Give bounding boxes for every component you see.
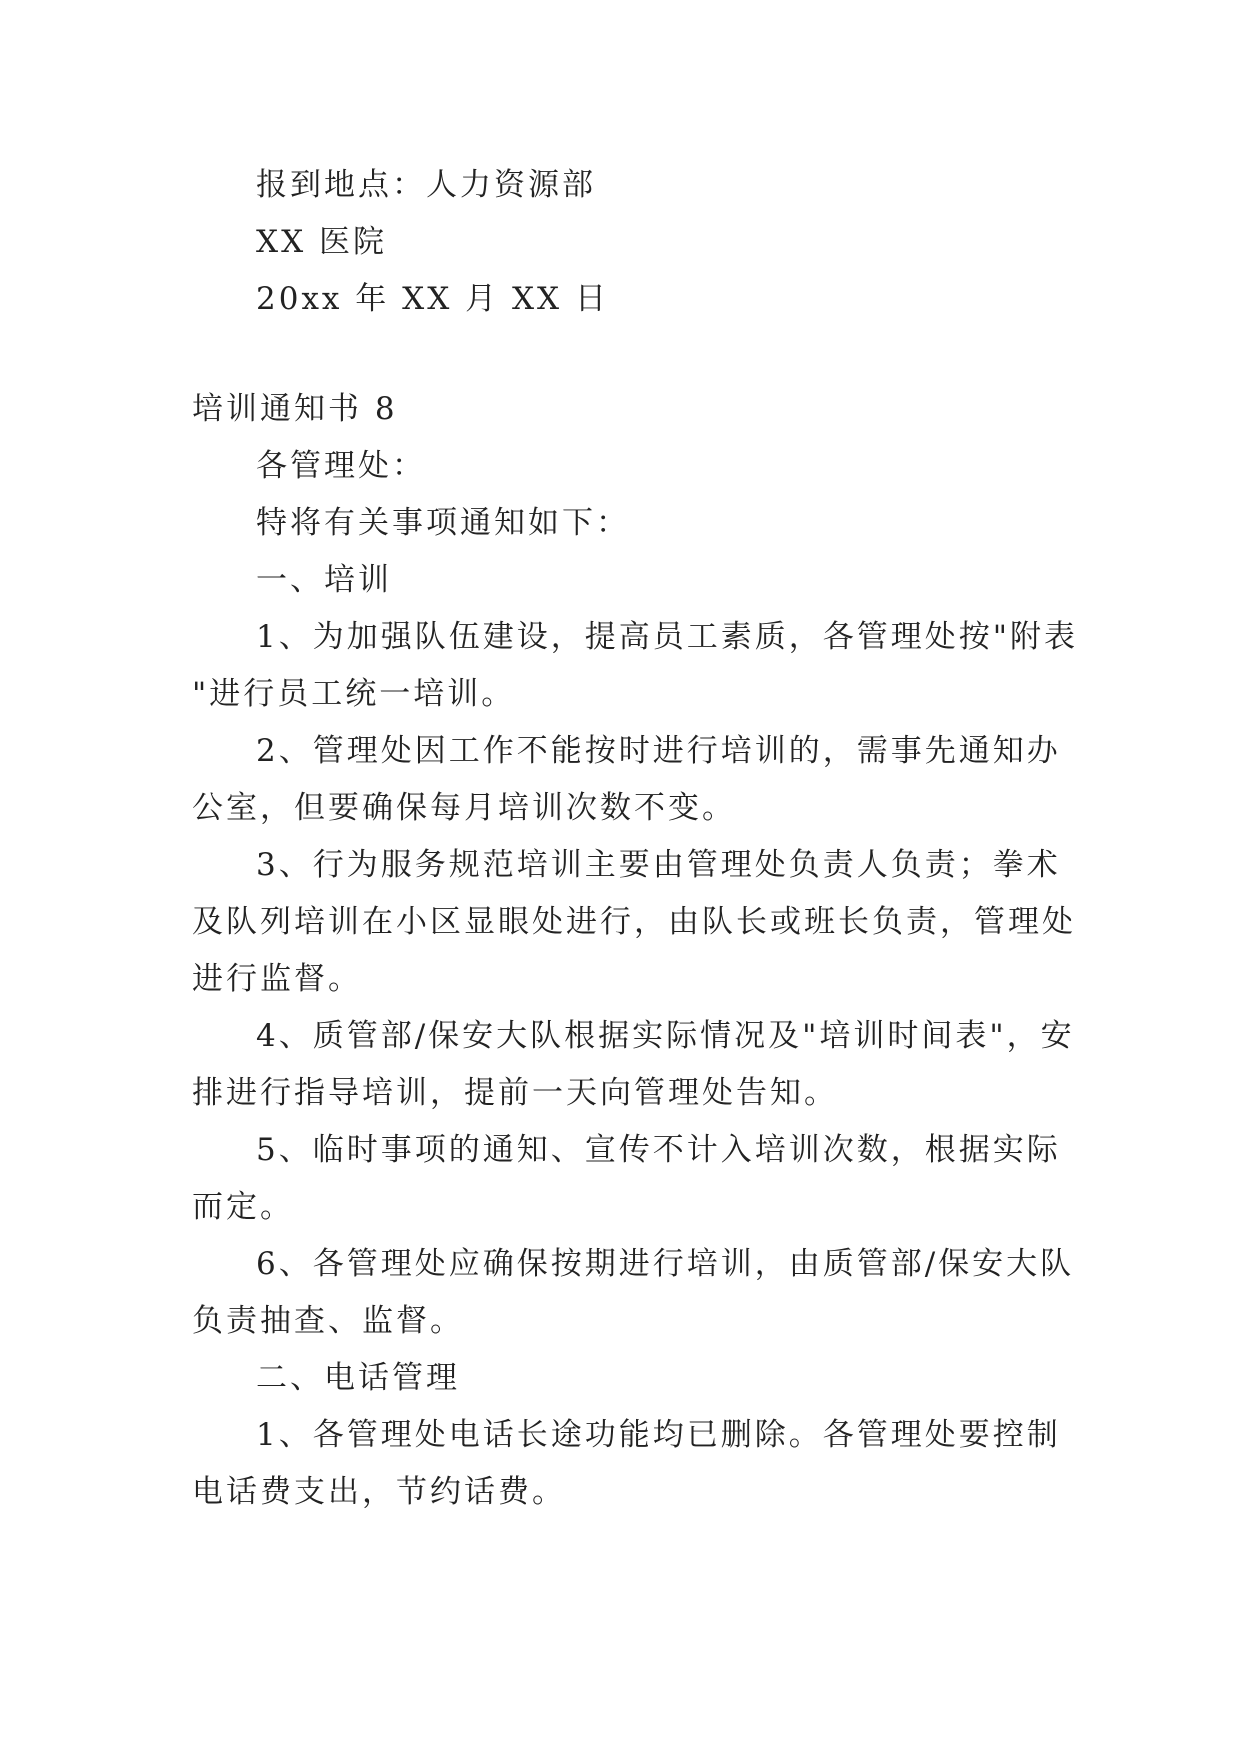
training-item-1-cont: "进行员工统一培训。 <box>192 676 516 712</box>
training-item-3-cont: 及队列培训在小区显眼处进行，由队长或班长负责，管理处 <box>192 904 1076 940</box>
training-item-2-cont: 公室，但要确保每月培训次数不变。 <box>192 790 736 826</box>
notice-title: 培训通知书 8 <box>192 391 398 427</box>
training-item-2: 2、管理处因工作不能按时进行培训的，需事先通知办 <box>256 733 1061 769</box>
report-location: 报到地点：人力资源部 <box>256 167 596 203</box>
training-item-4: 4、质管部/保安大队根据实际情况及"培训时间表"，安 <box>256 1018 1075 1054</box>
training-item-6: 6、各管理处应确保按期进行培训，由质管部/保安大队 <box>256 1246 1075 1282</box>
intro-paragraph: 特将有关事项通知如下： <box>256 505 630 541</box>
phone-item-1: 1、各管理处电话长途功能均已删除。各管理处要控制 <box>256 1417 1061 1453</box>
training-item-3-cont2: 进行监督。 <box>192 961 362 997</box>
training-item-3: 3、行为服务规范培训主要由管理处负责人负责；拳术 <box>256 847 1061 883</box>
training-item-1: 1、为加强队伍建设，提高员工素质，各管理处按"附表 <box>256 619 1078 655</box>
phone-item-1-cont: 电话费支出，节约话费。 <box>192 1474 566 1510</box>
training-item-6-cont: 负责抽查、监督。 <box>192 1303 464 1339</box>
section-heading-training: 一、培训 <box>256 562 392 598</box>
salutation: 各管理处： <box>256 448 426 484</box>
training-item-4-cont: 排进行指导培训，提前一天向管理处告知。 <box>192 1075 838 1111</box>
training-item-5: 5、临时事项的通知、宣传不计入培训次数，根据实际 <box>256 1132 1061 1168</box>
section-heading-phone: 二、电话管理 <box>256 1360 460 1396</box>
issue-date: 20xx 年 XX 月 XX 日 <box>256 281 609 317</box>
organization-name: XX 医院 <box>256 224 387 260</box>
training-item-5-cont: 而定。 <box>192 1189 294 1225</box>
